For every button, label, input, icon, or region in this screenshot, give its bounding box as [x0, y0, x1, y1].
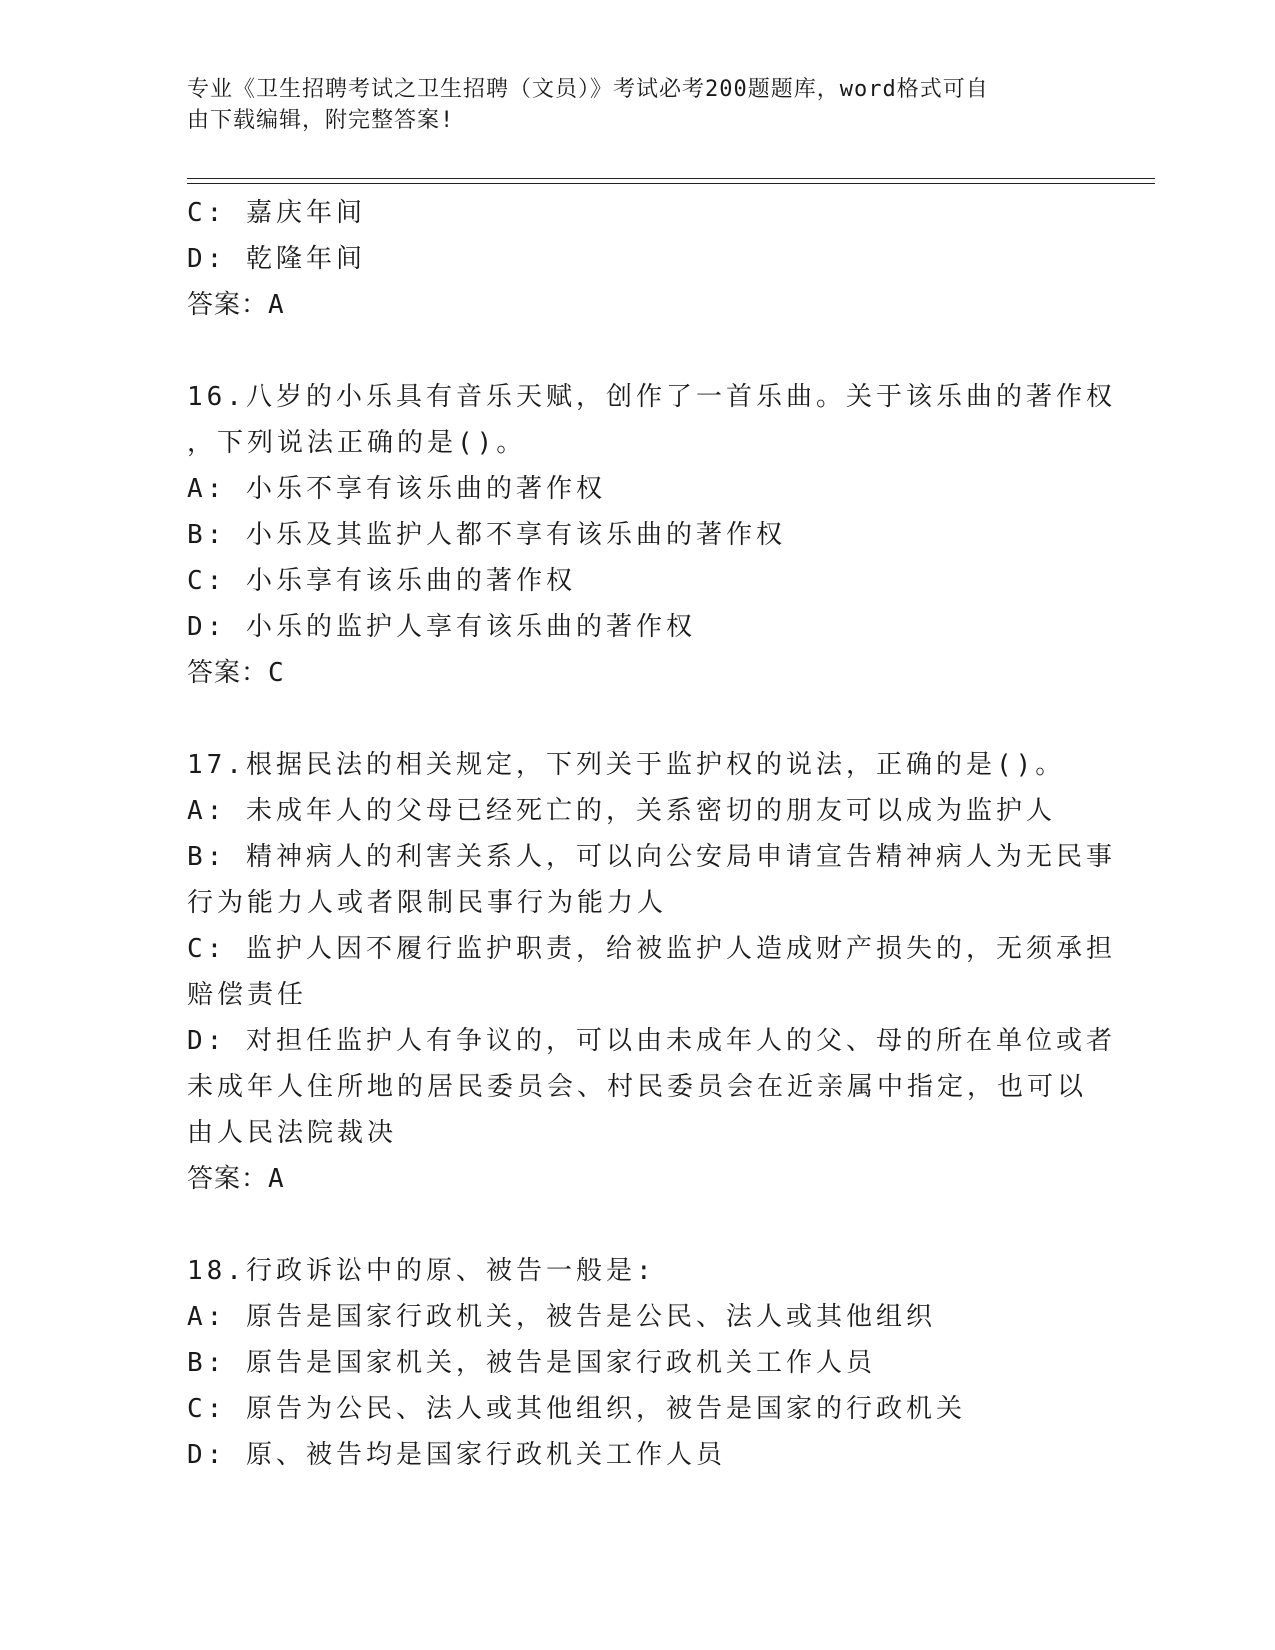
- option-d: D: 小乐的监护人享有该乐曲的著作权: [187, 612, 696, 642]
- question-content: [187, 190, 1116, 1478]
- header-divider-bottom: [187, 183, 1155, 184]
- option-c: C: 原告为公民、法人或其他组织，被告是国家的行政机关: [187, 1394, 966, 1424]
- question-stem: 18.行政诉讼中的原、被告一般是:: [187, 1256, 656, 1286]
- header-line-1: 专业《卫生招聘考试之卫生招聘（文员）》考试必考200题题库，word格式可自: [187, 77, 989, 102]
- header-divider-top: [187, 178, 1155, 179]
- prev-question: [187, 190, 1087, 328]
- spacer: [187, 328, 1087, 374]
- question-stem: 17.根据民法的相关规定，下列关于监护权的说法，正确的是()。: [187, 750, 1066, 780]
- question-16: [187, 374, 1116, 696]
- document-header: [187, 74, 1087, 136]
- option-d-continued: 未成年人住所地的居民委员会、村民委员会在近亲属中指定，也可以: [187, 1072, 1088, 1102]
- option-d: D: 对担任监护人有争议的，可以由未成年人的父、母的所在单位或者: [187, 1026, 1116, 1056]
- answer-line: 答案：C: [187, 658, 285, 688]
- option-b-continued: 行为能力人或者限制民事行为能力人: [187, 888, 668, 918]
- spacer: [187, 696, 1087, 742]
- question-17: [187, 742, 1116, 1202]
- question-stem: 16.八岁的小乐具有音乐天赋，创作了一首乐曲。关于该乐曲的著作权: [187, 382, 1116, 412]
- option-a: A: 小乐不享有该乐曲的著作权: [187, 474, 606, 504]
- option-d-continued: 由人民法院裁决: [187, 1118, 398, 1148]
- option-d: D: 原、被告均是国家行政机关工作人员: [187, 1440, 726, 1470]
- option-b: B: 小乐及其监护人都不享有该乐曲的著作权: [187, 520, 786, 550]
- question-18: [187, 1248, 1087, 1478]
- option-a: A: 原告是国家行政机关，被告是公民、法人或其他组织: [187, 1302, 936, 1332]
- option-b: B: 精神病人的利害关系人，可以向公安局申请宣告精神病人为无民事: [187, 842, 1116, 872]
- option-b: B: 原告是国家机关，被告是国家行政机关工作人员: [187, 1348, 876, 1378]
- question-stem: ，下列说法正确的是()。: [187, 428, 527, 458]
- answer-line: 答案：A: [187, 1164, 285, 1194]
- option-c: C: 小乐享有该乐曲的著作权: [187, 566, 576, 596]
- answer-line: 答案：A: [187, 290, 285, 320]
- option-d: D: 乾隆年间: [187, 244, 366, 274]
- header-line-2: 由下载编辑，附完整答案!: [187, 108, 455, 133]
- option-c-continued: 赔偿责任: [187, 980, 308, 1010]
- option-c: C: 嘉庆年间: [187, 198, 366, 228]
- spacer: [187, 1202, 1087, 1248]
- option-a: A: 未成年人的父母已经死亡的，关系密切的朋友可以成为监护人: [187, 796, 1056, 826]
- option-c: C: 监护人因不履行监护职责，给被监护人造成财产损失的，无须承担: [187, 934, 1116, 964]
